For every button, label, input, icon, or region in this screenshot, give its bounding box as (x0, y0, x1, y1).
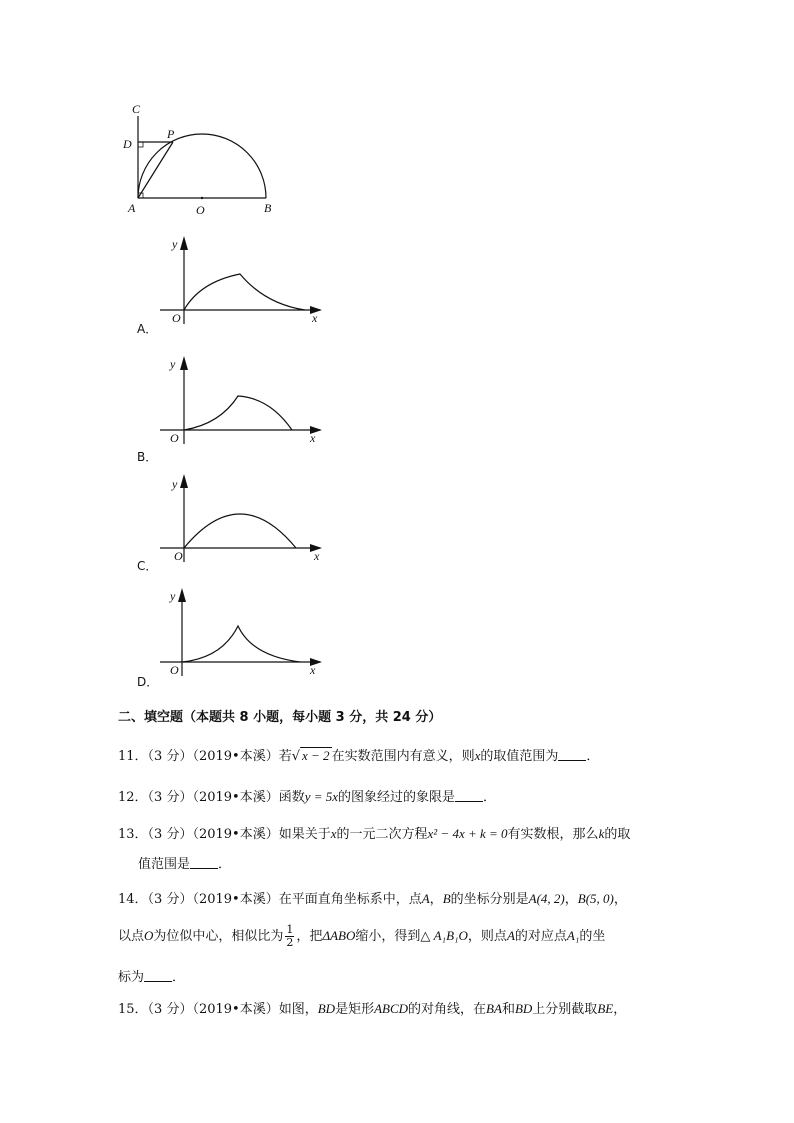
question-text: ，把 (296, 929, 323, 944)
question-end: ． (172, 970, 186, 985)
answer-blank[interactable] (455, 789, 483, 802)
label-a: A (128, 201, 136, 215)
triangle-a1b1o: △ A₁B₁O (420, 928, 468, 943)
question-meta: （3 分）（2019•本溪） (147, 749, 279, 764)
question-12 (118, 786, 496, 805)
question-text: ，则点 (467, 929, 507, 944)
question-14 (118, 888, 627, 907)
question-text: 的对应点 (514, 929, 567, 944)
fraction-numerator: 1 (286, 923, 294, 936)
separator: ， (429, 892, 443, 907)
right-angle-mark-d (138, 142, 143, 147)
fraction-denominator: 2 (286, 936, 294, 949)
question-14-line-3 (118, 966, 185, 985)
option-b-graph (160, 352, 330, 446)
question-text: 函数 (278, 790, 305, 805)
y-label: y (170, 357, 176, 371)
point-a: A (421, 891, 430, 906)
question-number: 13． (118, 827, 148, 842)
coord-a: A(4, 2) (528, 891, 565, 906)
label-p: P (167, 127, 175, 141)
label-c: C (132, 102, 141, 116)
curve (184, 274, 305, 310)
question-13-line-2 (138, 853, 231, 872)
center-dot-o (201, 197, 203, 199)
section-heading: 二、填空题（本题共 8 小题，每小题 3 分，共 24 分） (118, 710, 442, 725)
y-axis-arrow-icon (180, 474, 188, 488)
option-a-label[interactable]: A． (137, 322, 158, 336)
question-text: 上分别截取 (532, 1002, 598, 1017)
question-text: 为位似中心，相似比为 (153, 929, 284, 944)
question-text: 的取值范围为 (480, 749, 559, 764)
question-text: 在平面直角坐标系中，点 (278, 892, 422, 907)
question-text: 的对角线，在 (408, 1002, 487, 1017)
math-expression: y = 5x (304, 789, 339, 804)
option-a-graph (160, 232, 330, 326)
separator: ， (564, 892, 578, 907)
question-text: 的坐标分别是 (450, 892, 529, 907)
semicircle-arc (138, 134, 266, 198)
label-b: B (264, 201, 272, 215)
question-text: 标为 (118, 970, 145, 985)
question-14-line-2 (118, 924, 605, 949)
question-meta: （3 分）（2019•本溪） (147, 892, 279, 907)
question-text: 缩小，得到 (355, 929, 421, 944)
math-var: x (474, 748, 481, 763)
separator: ， (613, 892, 627, 907)
x-label: x (310, 431, 316, 445)
question-text: 的图象经过的象限是 (338, 790, 456, 805)
question-number: 11． (118, 749, 148, 764)
question-end: ． (483, 790, 497, 805)
origin-label: O (172, 311, 181, 325)
question-end: ． (218, 857, 232, 872)
curve (182, 626, 300, 662)
origin-label: O (170, 663, 179, 677)
math-expression: x² − 4x + k = 0 (427, 826, 508, 841)
math-var: x (330, 826, 337, 841)
y-label: y (170, 589, 176, 603)
coord-b: B(5, 0) (577, 891, 614, 906)
question-text: 如图， (278, 1002, 318, 1017)
question-text: ， (613, 1002, 627, 1017)
answer-blank[interactable] (190, 856, 218, 869)
question-meta: （3 分）（2019•本溪） (147, 790, 279, 805)
question-text: 的取 (604, 827, 631, 842)
segment-bd: BD (514, 1001, 533, 1016)
question-text: 是矩形 (335, 1002, 375, 1017)
option-b-label[interactable]: B． (137, 450, 158, 464)
question-11: 11．（3 分）（2019•本溪）若√ x − 2 在实数范围内有意义，则x的取值范围为 ． (118, 748, 600, 764)
question-number: 14． (118, 892, 148, 907)
y-label: y (172, 477, 178, 491)
segment-be: BE (597, 1001, 614, 1016)
answer-blank[interactable] (558, 748, 586, 761)
question-15 (118, 998, 626, 1017)
ratio-fraction (285, 924, 294, 949)
y-axis-arrow-icon (180, 236, 188, 250)
option-c-graph (160, 470, 330, 564)
origin-label: O (170, 431, 179, 445)
origin-label: O (174, 549, 183, 563)
answer-blank[interactable] (144, 969, 172, 982)
triangle-abo: ΔABO (322, 928, 356, 943)
question-13 (118, 823, 630, 842)
rectangle-abcd: ABCD (374, 1001, 409, 1016)
label-o: O (196, 203, 205, 217)
question-meta: （3 分）（2019•本溪） (147, 827, 279, 842)
sqrt-expression: x − 2 (302, 748, 330, 763)
question-end: ． (586, 749, 600, 764)
question-number: 12． (118, 790, 148, 805)
x-label: x (312, 311, 318, 325)
point-b: B (442, 891, 451, 906)
question-text: 有实数根，那么 (507, 827, 599, 842)
question-meta: （3 分）（2019•本溪） (147, 1002, 279, 1017)
point-a1: A₁ (566, 928, 580, 943)
semicircle-figure (118, 98, 288, 220)
label-d: D (123, 137, 132, 151)
question-text: 的一元二次方程 (336, 827, 428, 842)
question-text: 和 (501, 1002, 515, 1017)
x-label: x (310, 663, 316, 677)
curve (184, 514, 296, 548)
option-c-label[interactable]: C． (137, 559, 158, 573)
y-axis-arrow-icon (178, 588, 186, 602)
point-a: A (506, 928, 515, 943)
question-text: 如果关于 (278, 827, 331, 842)
option-d-graph (160, 584, 330, 678)
segment-bd: BD (317, 1001, 336, 1016)
question-text: 在实数范围内有意义，则 (331, 749, 475, 764)
segment-ap (138, 142, 173, 198)
y-axis-arrow-icon (180, 356, 188, 370)
question-text: 值范围是 (138, 857, 191, 872)
y-label: y (172, 237, 178, 251)
math-var: k (598, 826, 605, 841)
x-label: x (314, 549, 320, 563)
curve (184, 396, 292, 430)
option-d-label[interactable]: D． (137, 675, 159, 689)
question-text: 若 (278, 749, 292, 764)
segment-ba: BA (486, 1001, 502, 1016)
question-text: 以点 (118, 929, 145, 944)
question-number: 15． (118, 1002, 148, 1017)
point-o: O (144, 928, 154, 943)
question-text: 的坐 (579, 929, 606, 944)
